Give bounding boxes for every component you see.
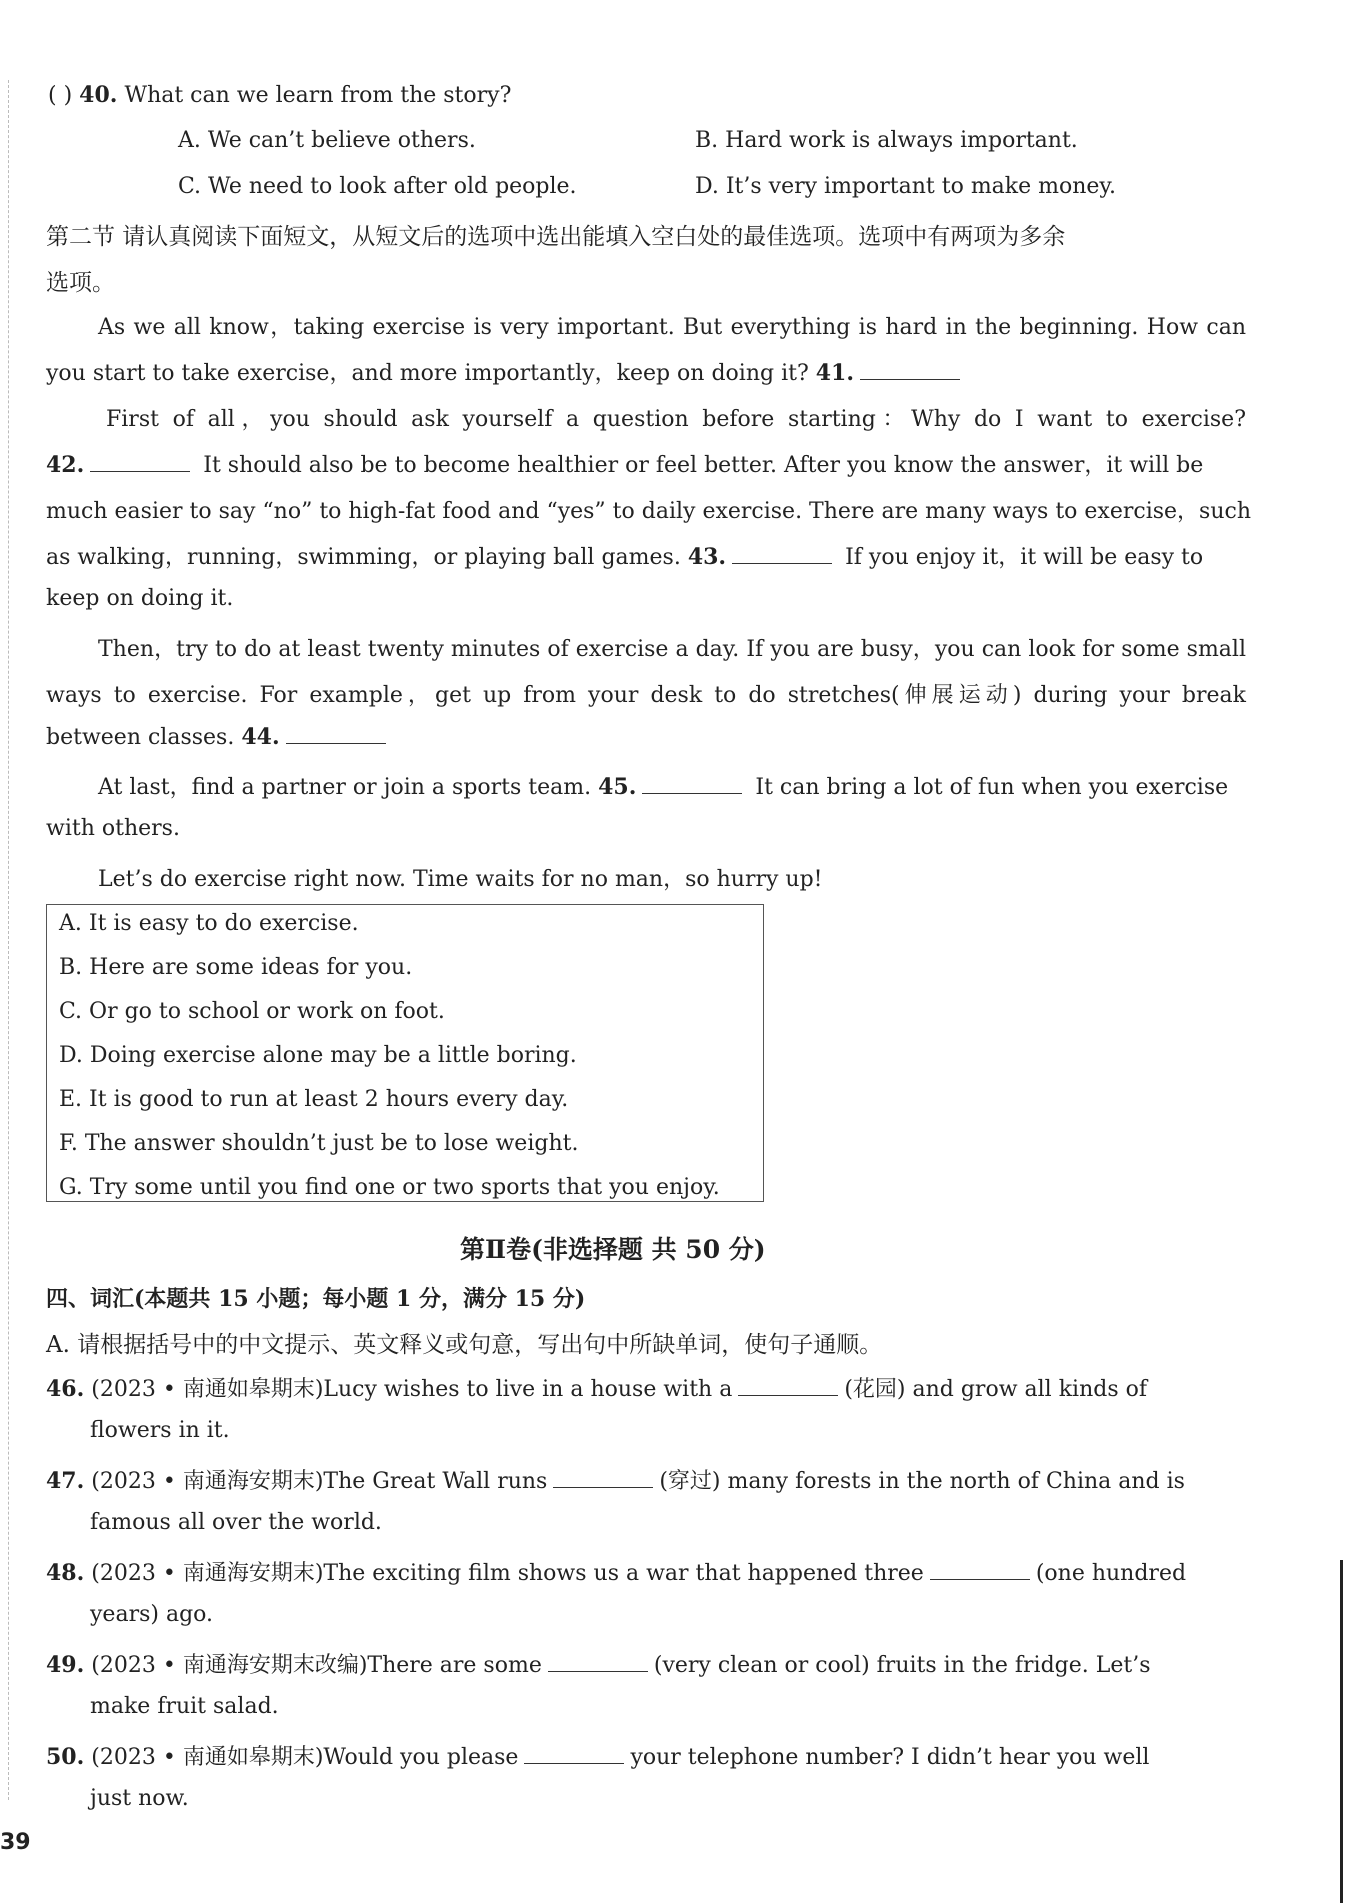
q40-option-a: A. We can’t believe others. xyxy=(178,128,476,153)
item-number: 46. xyxy=(46,1376,85,1402)
answer-blank-48[interactable] xyxy=(930,1561,1030,1580)
passage-line: 42. It should also be to become healthier or feel better. After you know the answer，it will be xyxy=(46,452,1204,478)
section2-instruction-line2: 选项。 xyxy=(46,270,115,296)
q40-question: What can we learn from the story? xyxy=(124,83,512,108)
answer-paren: ( ) xyxy=(48,83,73,108)
item-number: 48. xyxy=(46,1560,85,1586)
section2-instruction-line1: 第二节 请认真阅读下面短文，从短文后的选项中选出能填入空白处的最佳选项。选项中有两项为多余 xyxy=(46,224,1066,250)
option-g: G. Try some until you find one or two sports that you enjoy. xyxy=(59,1175,720,1200)
item-47-cont: famous all over the world. xyxy=(90,1510,382,1535)
blank-number-44: 44. xyxy=(241,724,280,750)
item-48-cont: years) ago. xyxy=(90,1602,213,1627)
q40-line xyxy=(48,82,511,108)
answer-blank-49[interactable] xyxy=(548,1653,648,1672)
answer-blank-42[interactable] xyxy=(90,453,190,472)
passage-line: Then，try to do at least twenty minutes of exercise a day. If you are busy，you can look for some small xyxy=(98,637,1246,662)
option-e: E. It is good to run at least 2 hours every day. xyxy=(59,1087,569,1112)
section4-heading: 四、词汇(本题共 15 小题；每小题 1 分，满分 15 分) xyxy=(46,1286,586,1312)
item-number: 49. xyxy=(46,1652,85,1678)
passage-line: At last，find a partner or join a sports team. 45. It can bring a lot of fun when you exercise xyxy=(98,774,1229,800)
page-number: 39 xyxy=(0,1830,31,1855)
item-49-cont: make fruit salad. xyxy=(90,1694,279,1719)
item-50: 50. (2023 • 南通如皋期末)Would you please your telephone number? I didn’t hear you well xyxy=(46,1744,1150,1770)
answer-blank-41[interactable] xyxy=(860,361,960,380)
answer-blank-46[interactable] xyxy=(738,1377,838,1396)
passage-line: between classes. 44. xyxy=(46,724,392,750)
blank-number-42: 42. xyxy=(46,452,85,478)
q40-option-d: D. It’s very important to make money. xyxy=(695,174,1116,199)
item-47: 47. (2023 • 南通海安期末)The Great Wall runs (穿过) many forests in the north of China and is xyxy=(46,1468,1185,1494)
item-50-cont: just now. xyxy=(90,1786,189,1811)
item-46-cont: flowers in it. xyxy=(90,1418,230,1443)
margin-rule xyxy=(8,80,9,1800)
q40-option-b: B. Hard work is always important. xyxy=(695,128,1078,153)
blank-number-45: 45. xyxy=(598,774,637,800)
option-f: F. The answer shouldn’t just be to lose weight. xyxy=(59,1131,579,1156)
passage-line: much easier to say “no” to high-fat food and “yes” to daily exercise. There are many ways to exercise，such xyxy=(46,499,1251,524)
item-46: 46. (2023 • 南通如皋期末)Lucy wishes to live in a house with a (花园) and grow all kinds of xyxy=(46,1376,1147,1402)
passage-line: As we all know，taking exercise is very important. But everything is hard in the beginning. How can xyxy=(98,315,1246,340)
blank-number-43: 43. xyxy=(687,544,727,570)
option-d: D. Doing exercise alone may be a little boring. xyxy=(59,1043,577,1068)
answer-blank-45[interactable] xyxy=(642,775,742,794)
section4-instruction: A. 请根据括号中的中文提示、英文释义或句意，写出句中所缺单词，使句子通顺。 xyxy=(46,1332,883,1358)
answer-blank-47[interactable] xyxy=(553,1469,653,1488)
passage-line: ways to exercise. For example，get up from your desk to do stretches(伸展运动) during your break xyxy=(46,683,1246,708)
item-49: 49. (2023 • 南通海安期末改编)There are some (very clean or cool) fruits in the fridge. Let’s xyxy=(46,1652,1151,1678)
q40-number: 40. xyxy=(79,82,118,108)
passage-line: keep on doing it. xyxy=(46,586,234,611)
item-48: 48. (2023 • 南通海安期末)The exciting film shows us a war that happened three (one hundred xyxy=(46,1560,1187,1586)
binding-rule xyxy=(1340,1560,1343,1903)
blank-number-41: 41. xyxy=(815,360,855,386)
item-number: 50. xyxy=(46,1744,85,1770)
answer-blank-43[interactable] xyxy=(732,545,832,564)
options-box xyxy=(46,904,764,1202)
part2-title: 第Ⅱ卷(非选择题 共 50 分) xyxy=(460,1235,766,1264)
item-number: 47. xyxy=(46,1468,85,1494)
option-c: C. Or go to school or work on foot. xyxy=(59,999,445,1024)
q40-option-c: C. We need to look after old people. xyxy=(178,174,577,199)
passage-line: you start to take exercise，and more importantly，keep on doing it? 41. xyxy=(46,356,966,387)
passage-line: as walking，running，swimming，or playing ball games. 43. If you enjoy it，it will be easy to xyxy=(46,544,1204,570)
answer-blank-44[interactable] xyxy=(286,725,386,744)
passage-line: with others. xyxy=(46,816,180,841)
answer-blank-50[interactable] xyxy=(524,1745,624,1764)
passage-line: Let’s do exercise right now. Time waits for no man，so hurry up! xyxy=(98,867,823,892)
option-b: B. Here are some ideas for you. xyxy=(59,955,413,980)
option-a: A. It is easy to do exercise. xyxy=(59,911,359,936)
passage-line: First of all，you should ask yourself a question before starting：Why do I want to exercise? xyxy=(106,407,1246,432)
